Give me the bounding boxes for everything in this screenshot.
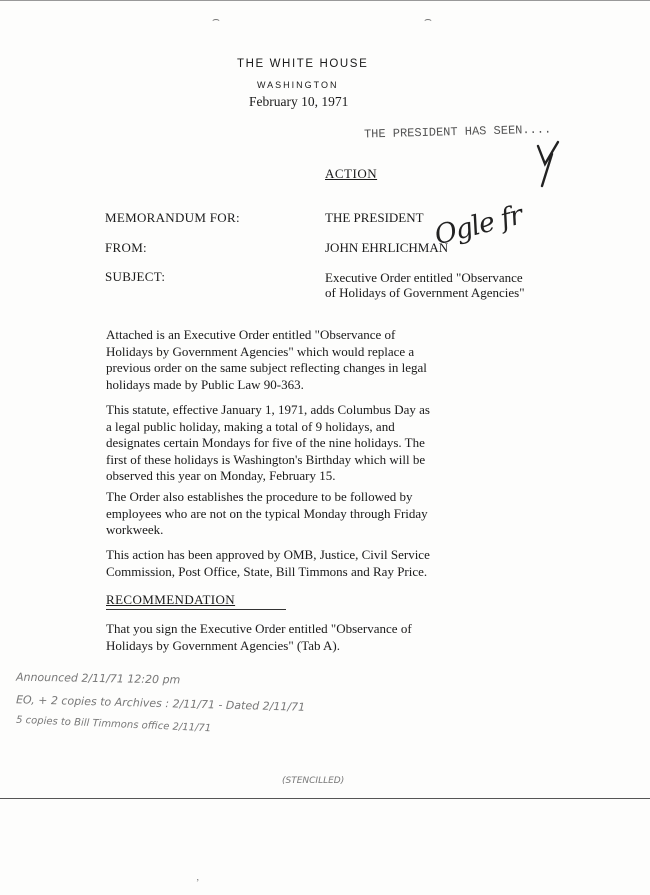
action-heading: ACTION [325, 166, 378, 181]
memo-subject-line-1: Executive Order entitled "Observance [325, 270, 523, 285]
president-seen-stamp: THE PRESIDENT HAS SEEN.... [363, 122, 552, 142]
memo-subject-line-2: of Holidays of Government Agencies" [325, 285, 525, 300]
letterhead-title: THE WHITE HOUSE [237, 58, 369, 70]
handwritten-note-copies: 5 copies to Bill Timmons office 2/11/71 [15, 714, 212, 735]
memo-for-value: THE PRESIDENT [325, 210, 424, 225]
punch-mark: ʼ [196, 878, 200, 889]
handwritten-stencilled-note: (STENCILLED) [282, 776, 345, 786]
handwritten-note-archives: EO, + 2 copies to Archives : 2/11/71 - Dated 2/11/71 [15, 693, 306, 714]
memo-from-value: JOHN EHRLICHMAN [325, 240, 449, 255]
page-bottom-rule [0, 798, 650, 799]
page-edge-top [0, 0, 650, 1]
punch-mark: ⌢ [424, 12, 432, 26]
memo-subject-label: SUBJECT: [105, 269, 166, 284]
letterhead-subtitle: WASHINGTON [257, 80, 339, 90]
body-paragraph-1: Attached is an Executive Order entitled "Observance of Holidays by Government Agencies" which would replace a previous order on the same subject reflecting changes in legal holidays made by Public Law 90-363. [106, 327, 427, 392]
recommendation-text: That you sign the Executive Order entitled "Observance of Holidays by Government Agencies" (Tab A). [106, 621, 412, 653]
body-paragraph-4: This action has been approved by OMB, Justice, Civil Service Commission, Post Office, State, Bill Timmons and Ray Price. [106, 547, 430, 579]
memo-date: February 10, 1971 [249, 94, 349, 109]
handwritten-check-mark [528, 134, 568, 192]
recommendation-heading: RECOMMENDATION [106, 592, 236, 607]
handwritten-signature: Ogle fr [431, 199, 525, 252]
handwritten-note-announced: Announced 2/11/71 12:20 pm [15, 670, 181, 687]
memo-from-label: FROM: [105, 240, 147, 255]
punch-mark: ⌢ [212, 12, 220, 26]
body-paragraph-3: The Order also establishes the procedure to be followed by employees who are not on the typical Monday through Friday workweek. [106, 489, 428, 538]
body-paragraph-2: This statute, effective January 1, 1971, adds Columbus Day as a legal public holiday, making a total of 9 holidays, and designates certain Mondays for five of the nine holidays. The first of these holidays is Washington's Birthday which will be observed this year on Monday, February 15. [106, 402, 430, 484]
recommendation-underline [106, 609, 286, 610]
memo-for-label: MEMORANDUM FOR: [105, 210, 240, 225]
